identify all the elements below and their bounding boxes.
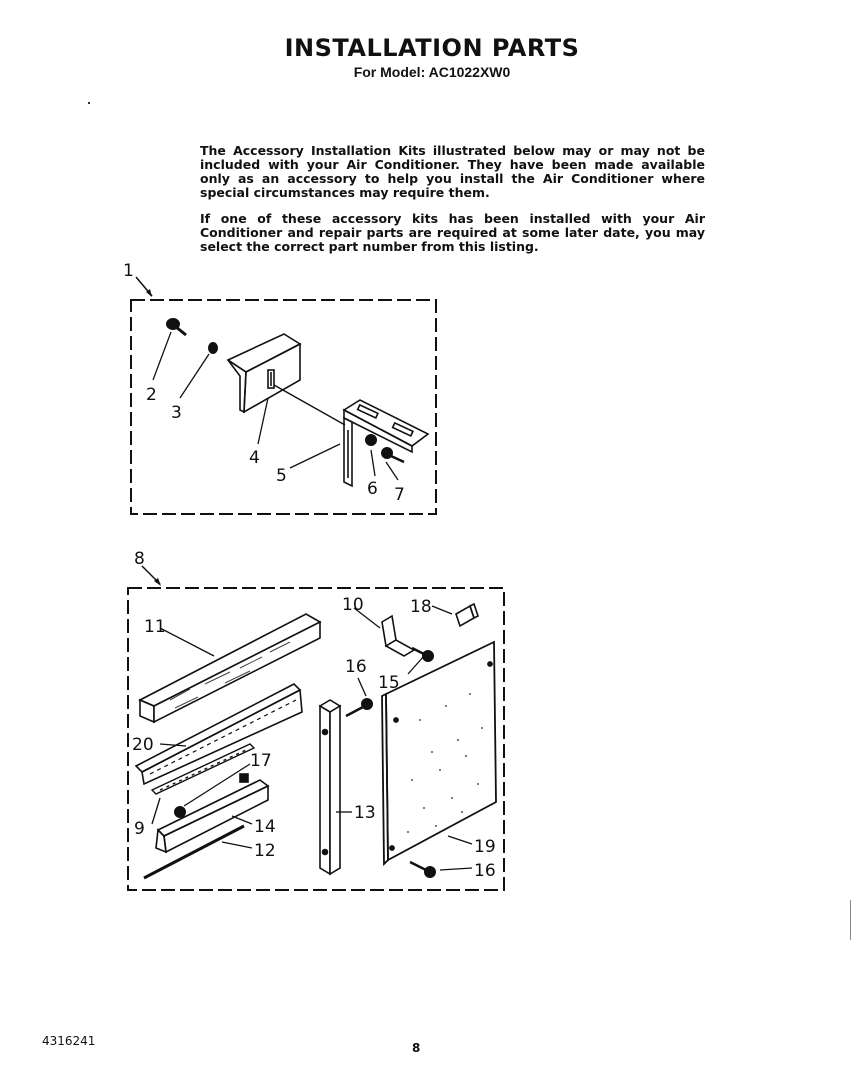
callout-3: 3 bbox=[171, 403, 182, 423]
model-subtitle: For Model: AC1022XW0 bbox=[353, 64, 511, 80]
callout-20: 20 bbox=[132, 735, 154, 755]
part-16-screw bbox=[346, 699, 372, 716]
part-17-screw bbox=[175, 807, 185, 817]
part-6-nut bbox=[366, 435, 376, 445]
callout-6: 6 bbox=[367, 479, 378, 499]
callout-16: 16 bbox=[345, 657, 367, 677]
callout-11: 11 bbox=[144, 617, 166, 637]
callout-15: 15 bbox=[378, 673, 400, 693]
repair-paragraph: If one of these accessory kits has been installed with your Air Conditioner and repair parts are required at some later date, you may select the correct part number from this listing. bbox=[200, 211, 705, 254]
callout-10: 10 bbox=[342, 595, 364, 615]
part-12-rod bbox=[144, 826, 244, 878]
callout-14: 14 bbox=[254, 817, 276, 837]
kit-8-figure bbox=[128, 566, 504, 890]
callout-18: 18 bbox=[410, 597, 432, 617]
intro-paragraph: The Accessory Installation Kits illustrated below may or may not be included with your Air Conditioner. They have been made available only as an accessory to help you install the Air Conditioner where special circumstances may require them. bbox=[200, 143, 705, 200]
part-18-block bbox=[456, 604, 478, 626]
page-title: INSTALLATION PARTS bbox=[284, 34, 580, 62]
part-5-bracket bbox=[344, 400, 428, 486]
callout-9: 9 bbox=[134, 819, 145, 839]
callout-4: 4 bbox=[249, 448, 260, 468]
document-number: 4316241 bbox=[42, 1034, 96, 1048]
part-7-screw bbox=[382, 448, 404, 462]
kit-8-label: 8 bbox=[134, 549, 145, 569]
callout-19: 19 bbox=[474, 837, 496, 857]
callout-12: 12 bbox=[254, 841, 276, 861]
part-3-washer bbox=[209, 343, 217, 353]
part-10-bracket bbox=[382, 616, 414, 656]
page-number: 8 bbox=[412, 1041, 421, 1055]
part-2-screw bbox=[167, 319, 186, 335]
kit-1-label: 1 bbox=[123, 261, 134, 281]
part-15-screw bbox=[412, 648, 433, 661]
part-13-post bbox=[320, 700, 340, 874]
part-16-screw-lower bbox=[410, 862, 435, 877]
callout-13: 13 bbox=[354, 803, 376, 823]
callout-17: 17 bbox=[250, 751, 272, 771]
part-11-sill bbox=[140, 614, 320, 722]
callout-5: 5 bbox=[276, 466, 287, 486]
callout-7: 7 bbox=[394, 485, 405, 505]
callout-2: 2 bbox=[146, 385, 157, 405]
part-4-cover bbox=[228, 334, 300, 412]
callout-16-lower: 16 bbox=[474, 861, 496, 881]
